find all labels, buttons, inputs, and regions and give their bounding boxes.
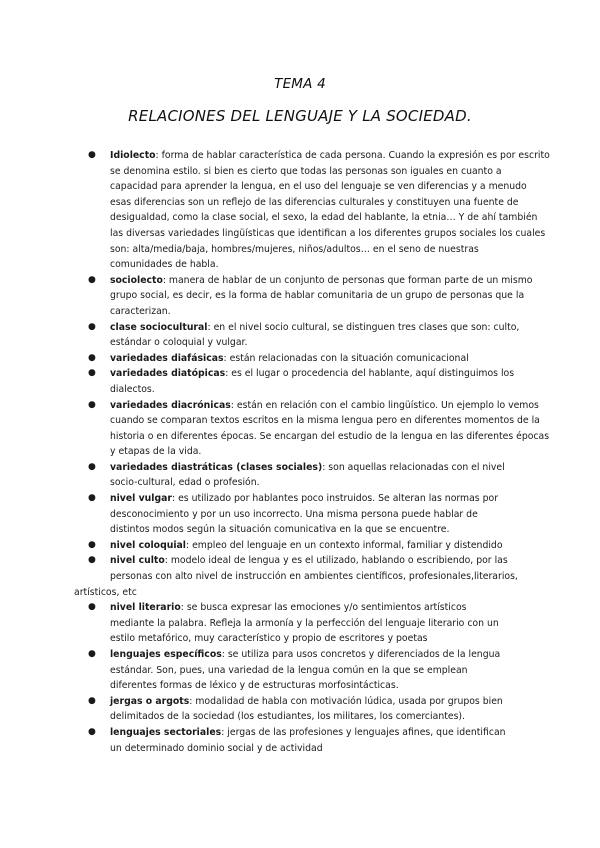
bullet-icon: ● xyxy=(88,726,96,737)
text-line: variedades diastráticas (clases sociales): son aquellas relacionadas con el nivel xyxy=(110,461,505,473)
page-subtitle: RELACIONES DEL LENGUAJE Y LA SOCIEDAD. xyxy=(128,107,472,125)
bullet-icon: ● xyxy=(88,555,96,566)
text-line: desigualdad, como la clase social, el sexo, la edad del hablante, la etnia… Y de ahí también xyxy=(110,212,538,224)
term: lenguajes específicos xyxy=(110,649,222,660)
term: variedades diacrónicas xyxy=(110,399,231,411)
bullet-icon: ● xyxy=(88,399,96,410)
term: nivel literario xyxy=(110,602,181,614)
bullet-icon: ● xyxy=(88,602,96,613)
bullet-icon: ● xyxy=(88,274,96,285)
page-title: TEMA 4 xyxy=(274,76,326,92)
text-line: nivel culto: modelo ideal de lengua y es el utilizado, hablando o escribiendo, por las xyxy=(110,555,508,567)
text-line: esas diferencias son un reflejo de las diferencias culturales y constituyen una fuente de xyxy=(110,196,519,208)
bullet-icon: ● xyxy=(88,539,96,550)
text-line: lenguajes específicos: se utiliza para usos concretos y diferenciados de la lengua xyxy=(110,649,501,660)
list-item xyxy=(88,600,558,647)
text-line: socio-cultural, edad o profesión. xyxy=(110,477,260,489)
text-line: las diversas variedades lingüísticas que identifican a los diferentes grupos sociales los cuales xyxy=(110,227,546,239)
text-line: Idiolecto: forma de hablar característica de cada persona. Cuando la expresión es por escrito xyxy=(110,150,550,161)
text-line: sociolecto: manera de hablar de un conjunto de personas que forman parte de un mismo xyxy=(110,274,533,286)
text-line: estándar. Son, pues, una variedad de la lengua común en la que se emplean xyxy=(110,664,468,676)
term: clase sociocultural xyxy=(110,321,208,333)
text-line: desconocimiento y por un uso incorrecto. Una misma persona puede hablar de xyxy=(110,508,478,520)
definitions-list xyxy=(74,148,558,756)
text-line: lenguajes sectoriales: jergas de las profesiones y lenguajes afines, que identifican xyxy=(110,726,506,738)
text-line: un determinado dominio social y de actividad xyxy=(110,742,323,754)
bullet-icon: ● xyxy=(88,352,96,363)
list-item xyxy=(88,538,558,554)
term: sociolecto xyxy=(110,274,163,286)
list-item xyxy=(88,366,558,397)
text-line: son: alta/media/baja, hombres/mujeres, niños/adultos… en el seno de nuestras xyxy=(110,243,479,255)
text-line: y etapas de la vida. xyxy=(110,446,202,458)
text-line: cuando se comparan textos escritos en la misma lengua pero en diferentes momentos de la xyxy=(110,415,540,427)
text-line: clase sociocultural: en el nivel socio cultural, se distinguen tres clases que son: culto, xyxy=(110,321,520,333)
text-line: personas con alto nivel de instrucción en ambientes científicos, profesionales,literarios, xyxy=(110,571,518,583)
text-line: capacidad para aprender la lengua, en el uso del lenguaje se ven diferencias y a menudo xyxy=(110,181,527,193)
term: Idiolecto xyxy=(110,150,156,161)
list-item xyxy=(88,460,558,491)
text-line: delimitados de la sociedad (los estudiantes, los militares, los comerciantes). xyxy=(110,711,466,723)
text-line: se denomina estilo. si bien es cierto que todas las personas son iguales en cuanto a xyxy=(110,165,502,177)
list-item xyxy=(88,273,558,320)
term: nivel vulgar xyxy=(110,493,172,505)
list-item xyxy=(88,491,558,538)
bullet-icon: ● xyxy=(88,368,96,379)
bullet-icon: ● xyxy=(88,695,96,706)
text-line: historia o en diferentes épocas. Se encargan del estudio de la lengua en las diferentes épocas xyxy=(110,430,550,442)
text-line: distintos modos según la situación comunicativa en la que se encuentre. xyxy=(110,524,450,536)
term: lenguajes sectoriales xyxy=(110,726,222,738)
text-line: diferentes formas de léxico y de estructuras morfosintácticas. xyxy=(110,680,399,692)
text-line: jergas o argots: modalidad de habla con motivación lúdica, usada por grupos bien xyxy=(110,695,503,707)
list-item xyxy=(88,725,558,756)
text-line: grupo social, es decir, es la forma de hablar comunitaria de un grupo de personas que la xyxy=(110,290,525,302)
term: nivel culto xyxy=(110,555,165,567)
bullet-icon: ● xyxy=(88,321,96,332)
list-item xyxy=(88,694,558,725)
text-line: variedades diatópicas: es el lugar o procedencia del hablante, aquí distinguimos los xyxy=(110,368,515,380)
list-item xyxy=(88,647,558,694)
text-line: caracterizan. xyxy=(110,305,171,317)
list-item xyxy=(88,351,558,367)
text-line: estándar o coloquial y vulgar. xyxy=(110,337,248,349)
list-item xyxy=(88,320,558,351)
text-line: nivel literario: se busca expresar las emociones y/o sentimientos artísticos xyxy=(110,602,467,614)
bullet-icon: ● xyxy=(88,461,96,472)
term: nivel coloquial xyxy=(110,539,186,551)
text-line: estilo metafórico, muy característico y propio de escritores y poetas xyxy=(110,633,428,645)
text-line: nivel coloquial: empleo del lenguaje en un contexto informal, familiar y distendido xyxy=(110,539,503,551)
text-line: comunidades de habla. xyxy=(110,259,219,271)
text-line: artísticos, etc xyxy=(74,586,137,598)
text-line: nivel vulgar: es utilizado por hablantes poco instruidos. Se alteran las normas por xyxy=(110,493,499,505)
term: variedades diatópicas xyxy=(110,368,226,380)
term: jergas o argots xyxy=(110,695,190,707)
bullet-icon: ● xyxy=(88,493,96,504)
text-line: mediante la palabra. Refleja la armonía y la perfección del lenguaje literario con un xyxy=(110,617,499,629)
term: variedades diastráticas (clases sociales) xyxy=(110,461,323,473)
list-item xyxy=(88,398,558,460)
list-item xyxy=(88,148,558,273)
text-line: dialectos. xyxy=(110,383,155,395)
bullet-icon: ● xyxy=(88,649,96,659)
term: variedades diafásicas xyxy=(110,352,224,364)
list-item xyxy=(74,553,558,600)
text-line: variedades diacrónicas: están en relación con el cambio lingüístico. Un ejemplo lo vemos xyxy=(110,399,539,411)
bullet-icon: ● xyxy=(88,150,96,160)
text-line: variedades diafásicas: están relacionadas con la situación comunicacional xyxy=(110,352,469,364)
